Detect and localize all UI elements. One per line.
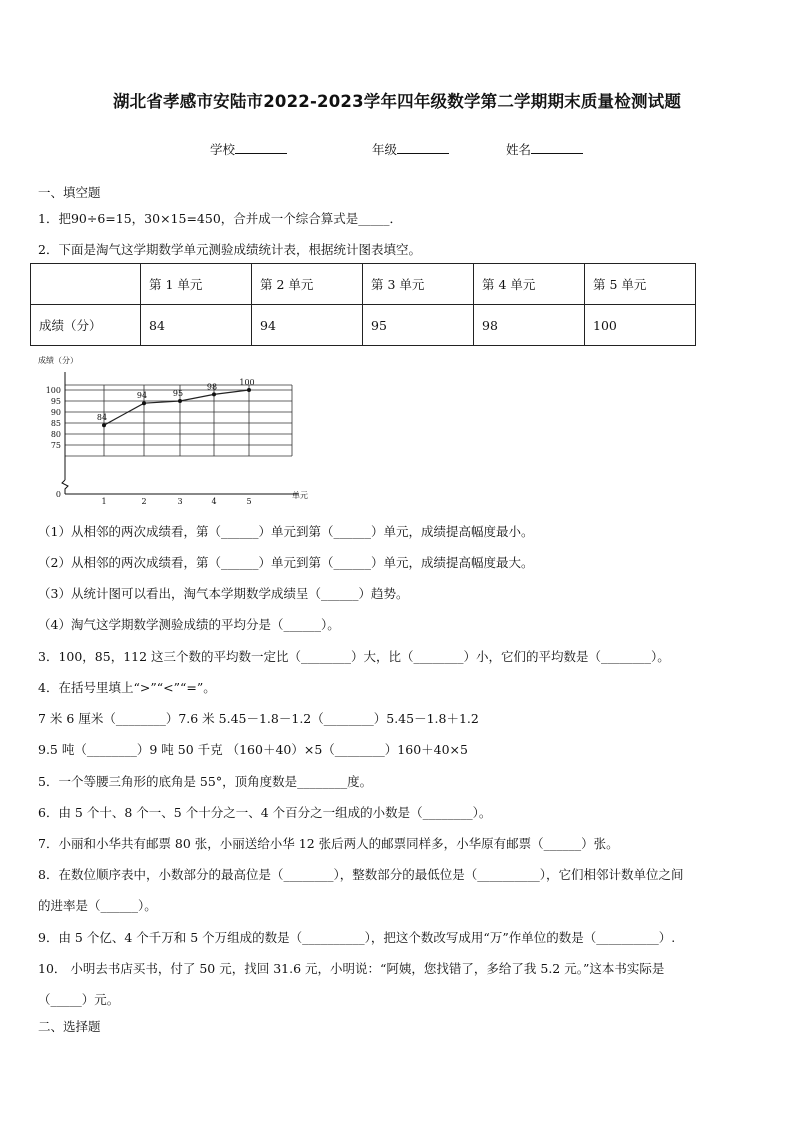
table-cell: 94: [252, 305, 363, 346]
question-7: 7．小丽和小华共有邮票 80 张，小丽送给小华 12 张后两人的邮票同样多，小华原有邮票（______）张。: [38, 836, 619, 851]
question-10-line-1: 10． 小明去书店买书，付了 50 元，找回 31.6 元，小明说：“阿姨，您找错了，多给了我 5.2 元。”这本书实际是: [38, 961, 665, 976]
y-tick-label: 0: [55, 490, 61, 499]
grade-blank[interactable]: [397, 141, 449, 154]
school-label: 学校: [210, 142, 236, 157]
data-point: [247, 388, 251, 392]
table-row: [31, 305, 696, 346]
data-label: 100: [239, 378, 255, 387]
table-cell: 95: [363, 305, 474, 346]
data-label: 84: [96, 413, 108, 423]
name-blank[interactable]: [531, 141, 583, 154]
question-2-part-3: （3）从统计图可以看出，淘气本学期数学成绩呈（______）趋势。: [38, 586, 409, 601]
question-5: 5．一个等腰三角形的底角是 55°，顶角度数是________度。: [38, 774, 373, 789]
table-cell: 84: [141, 305, 252, 346]
question-6: 6．由 5 个十、8 个一、5 个十分之一、4 个百分之一组成的小数是（________）。: [38, 805, 492, 820]
y-tick-label: 85: [50, 419, 61, 428]
table-cell: 98: [474, 305, 585, 346]
section-heading-multiple-choice: 二、选择题: [38, 1019, 101, 1034]
question-4-line-1: 7 米 6 厘米（________）7.6 米 5.45－1.8－1.2（________）5.45－1.8＋1.2: [38, 711, 479, 726]
table-header-cell: 第 2 单元: [252, 264, 363, 305]
question-9: 9．由 5 个亿、4 个千万和 5 个万组成的数是（__________），把这个数改写成用“万”作单位的数是（__________）.: [38, 930, 676, 945]
data-label: 95: [172, 389, 184, 398]
y-tick-label: 95: [50, 397, 61, 406]
data-label: 98: [206, 382, 218, 392]
section-heading-fill-blank: 一、填空题: [38, 185, 101, 200]
question-8-line-2: 的进率是（______）。: [38, 898, 157, 913]
grade-field: [372, 140, 449, 158]
data-point: [212, 392, 216, 396]
table-header-cell: 第 5 单元: [585, 264, 696, 305]
table-row-label: 成绩（分）: [31, 305, 141, 346]
data-point: [102, 423, 106, 427]
grade-label: 年级: [372, 142, 398, 157]
y-tick-label: 75: [50, 441, 61, 450]
x-tick-label: 5: [246, 497, 252, 506]
y-tick-labels: [46, 386, 61, 499]
score-line-chart: [30, 352, 330, 512]
question-4-line-2: 9.5 吨（________）9 吨 50 千克 （160＋40）×5（________）160＋40×5: [38, 742, 468, 757]
question-2-part-2: （2）从相邻的两次成绩看，第（______）单元到第（______）单元，成绩提高幅度最大。: [38, 555, 534, 570]
school-blank[interactable]: [235, 141, 287, 154]
question-2-part-1: （1）从相邻的两次成绩看，第（______）单元到第（______）单元，成绩提高幅度最小。: [38, 524, 534, 539]
score-table: [30, 263, 696, 346]
data-point: [142, 401, 146, 405]
question-2-part-4: （4）淘气这学期数学测验成绩的平均分是（______）。: [38, 617, 340, 632]
y-tick-label: 90: [50, 408, 61, 417]
table-cell: 100: [585, 305, 696, 346]
table-header-cell: 第 3 单元: [363, 264, 474, 305]
axis-break-icon: [62, 480, 68, 494]
table-header-cell: 第 4 单元: [474, 264, 585, 305]
question-3: 3．100，85，112 这三个数的平均数一定比（________）大，比（________）小，它们的平均数是（________）。: [38, 649, 670, 664]
question-1: 1．把90÷6=15，30×15=450，合并成一个综合算式是_____．: [38, 211, 403, 226]
question-8-line-1: 8．在数位顺序表中，小数部分的最高位是（________），整数部分的最低位是（__________），它们相邻计数单位之间: [38, 867, 684, 882]
y-tick-label: 80: [50, 430, 61, 439]
y-axis-label: 成绩（分）: [38, 356, 78, 365]
x-tick-label: 4: [211, 497, 217, 506]
x-tick-label: 3: [177, 497, 183, 506]
name-label: 姓名: [506, 142, 532, 157]
table-header-cell: [31, 264, 141, 305]
name-field: [506, 140, 583, 158]
data-point: [178, 399, 182, 403]
y-tick-label: 100: [45, 386, 61, 395]
data-label: 94: [136, 391, 148, 401]
table-header-cell: 第 1 单元: [141, 264, 252, 305]
question-4: 4．在括号里填上“>”“<”“=”。: [38, 680, 216, 695]
question-10-line-2: （_____）元。: [38, 992, 120, 1007]
x-axis-label: 单元: [292, 491, 308, 500]
x-tick-labels: [101, 497, 251, 506]
table-header-row: [31, 264, 696, 305]
x-tick-label: 1: [101, 497, 107, 506]
question-2: 2．下面是淘气这学期数学单元测验成绩统计表，根据统计图表填空。: [38, 242, 421, 257]
x-tick-label: 2: [141, 497, 147, 506]
page-title: 湖北省孝感市安陆市2022-2023学年四年级数学第二学期期末质量检测试题: [112, 92, 682, 111]
school-field: [210, 140, 287, 158]
